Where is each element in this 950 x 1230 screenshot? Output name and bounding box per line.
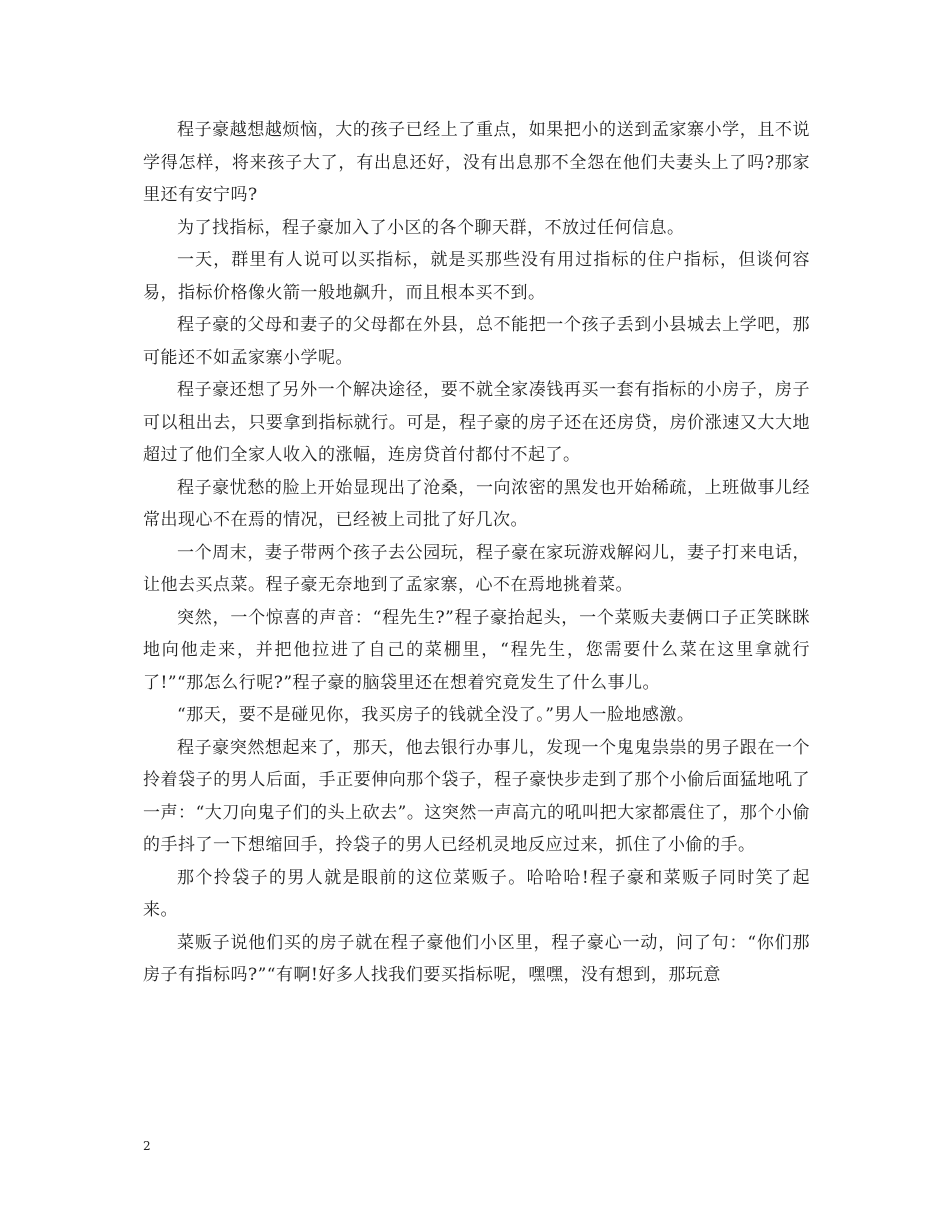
paragraph-9: “那天，要不是碰见你，我买房子的钱就全没了。”男人一脸地感激。 xyxy=(177,705,695,725)
paragraph-2: 为了找指标，程子豪加入了小区的各个聊天群，不放过任何信息。 xyxy=(177,217,685,238)
page-number: 2 xyxy=(143,1139,151,1153)
paragraph-10: 程子豪突然想起来了，那天，他去银行办事儿，发现一个鬼鬼祟祟的男子跟在一个拎着袋子的男人后面，手正要伸向那个袋子，程子豪快步走到了那个小偷后面猛地吼了一声：“大刀向鬼子们的头上砍去”。这突然一声高亢的吼叫把大家都震住了，那个小偷的手抖了一下想缩回手，拎袋子的男人已经机灵地反应过来，抓住了小偷的手。 xyxy=(143,737,810,855)
body-text xyxy=(143,114,810,992)
paragraph-1: 程子豪越想越烦恼，大的孩子已经上了重点，如果把小的送到孟家寨小学，且不说学得怎样，将来孩子大了，有出息还好，没有出息那不全怨在他们夫妻头上了吗?那家里还有安宁吗? xyxy=(143,120,810,205)
paragraph-5: 程子豪还想了另外一个解决途径，要不就全家凑钱再买一套有指标的小房子，房子可以租出去，只要拿到指标就行。可是，程子豪的房子还在还房贷，房价涨速又大大地超过了他们全家人收入的涨幅，连房贷首付都付不起了。 xyxy=(143,380,810,465)
paragraph-7: 一个周末，妻子带两个孩子去公园玩，程子豪在家玩游戏解闷儿，妻子打来电话，让他去买点菜。程子豪无奈地到了孟家寨，心不在焉地挑着菜。 xyxy=(143,542,810,595)
paragraph-8: 突然，一个惊喜的声音：“程先生?”程子豪抬起头，一个菜贩夫妻俩口子正笑眯眯地向他走来，并把他拉进了自己的菜棚里，“程先生，您需要什么菜在这里拿就行了!”“那怎么行呢?”程子豪的脑袋里还在想着究竟发生了什么事儿。 xyxy=(143,607,810,693)
paragraph-4: 程子豪的父母和妻子的父母都在外县，总不能把一个孩子丢到小县城去上学吧，那可能还不如孟家寨小学呢。 xyxy=(143,315,810,368)
paragraph-6: 程子豪忧愁的脸上开始显现出了沧桑，一向浓密的黑发也开始稀疏，上班做事儿经常出现心不在焉的情况，已经被上司批了好几次。 xyxy=(143,477,810,530)
paragraph-3: 一天，群里有人说可以买指标，就是买那些没有用过指标的住户指标，但谈何容易，指标价格像火箭一般地飙升，而且根本买不到。 xyxy=(143,250,810,303)
paragraph-11: 那个拎袋子的男人就是眼前的这位菜贩子。哈哈哈!程子豪和菜贩子同时笑了起来。 xyxy=(143,867,810,920)
paragraph-12: 菜贩子说他们买的房子就在程子豪他们小区里，程子豪心一动，问了句：“你们那房子有指标吗?”“有啊!好多人找我们要买指标呢，嘿嘿，没有想到，那玩意 xyxy=(143,932,810,985)
